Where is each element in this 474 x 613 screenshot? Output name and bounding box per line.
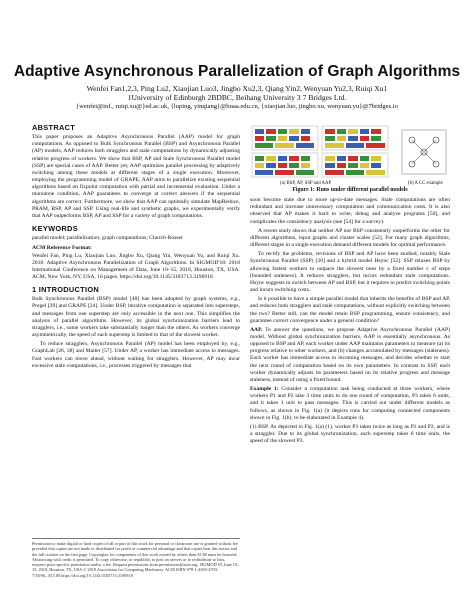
timeline-bar — [371, 156, 381, 161]
timeline-bar — [296, 170, 314, 175]
graph-edge — [412, 152, 424, 164]
timeline-bar — [360, 163, 369, 168]
timeline-bar — [296, 143, 314, 148]
aap-text: To answer the questions, we propose Adaptive Asynchronous Parallel (AAP) model. Without global synchronization barriers, AAP is essentially asynchronous. As opposed to BSP and AP, each worker under AAP maintains parameters to measure (a) its progress relative to other workers, and (b) changes accumulated by messages (staleness). Each worker has immediate access to incoming messages, and decides whether to start the next round of computation based on its own parameters. In contrast to SSP, each worker dynamically adjusts its parameters based on its relative progress and message staleness, instead of using a fixed bound. — [250, 326, 450, 383]
timeline-bar — [360, 156, 369, 161]
timeline-bar — [360, 129, 369, 134]
timeline-bar — [348, 136, 358, 141]
timeline-bar — [278, 156, 287, 161]
timeline-bar — [278, 163, 287, 168]
timeline-bar — [325, 129, 335, 134]
timeline-bar — [337, 156, 346, 161]
graph-edge — [424, 140, 436, 152]
timeline-bar — [371, 136, 381, 141]
keywords-text: parallel model; parallelization; graph computations; Church-Rosser — [32, 235, 183, 242]
author-names: Wenfei Fan1,2,3, Ping Lu2, Xiaojian Luo3, Jingbo Xu2,3, Qiang Yin2, Wenyuan Yu2,3, Ruiqi Xu1 — [86, 84, 388, 93]
timeline-bar — [360, 136, 369, 141]
timeline-bar — [371, 129, 381, 134]
timeline-bar — [346, 170, 364, 175]
timeline-bar — [348, 163, 358, 168]
right-paragraph-1: soon become stale due to more up-to-date messages. Stale computations are often redundant and increase unnecessary computation and communication costs. It is also observed that AP makes it hard to write, debug and analyze programs [50], and complicates the consistency analysis (see [54] for a survey). — [250, 197, 450, 225]
right-paragraph-example — [250, 386, 450, 422]
timeline-bar — [325, 143, 344, 148]
timeline-bar — [255, 163, 264, 168]
timeline-bar — [366, 170, 385, 175]
timeline-bar — [278, 136, 287, 141]
timeline-bar — [366, 143, 385, 148]
timeline-bar — [255, 156, 264, 161]
timeline-bar — [255, 143, 273, 148]
reference-format-text: Wenfei Fan, Ping Lu, Xiaojian Luo, Jingbo Xu, Qiang Yin, Wenyuan Yu, and Ruiqi Xu. 2018. Adaptive Asynchronous Parallelization of Graph Algorithms. In SIGMOD'18: 2018 International Conference on Management of Data, June 10–15, 2018, Houston, TX, USA. ACM, New York, NY, USA, 16 pages. https://doi.org/10.1145/3183713.3196918 — [32, 252, 240, 280]
timeline-bar — [255, 170, 273, 175]
right-paragraph-aap — [250, 327, 450, 384]
right-paragraph-4: Is it possible to have a simple parallel model that inherits the benefits of BSP and AP, and reduces both stragglers and stale computations, without explicitly switching between the two? Better still, can the model retain BSP programming, ensure consistency, and guarantee correct convergence under a general condition? — [250, 296, 450, 324]
timeline-bar — [301, 163, 310, 168]
graph-edge — [412, 140, 424, 152]
timeline-bar — [337, 136, 346, 141]
timeline-bar — [301, 156, 310, 161]
timeline-bar — [325, 163, 335, 168]
figure-1b-graph — [398, 126, 450, 178]
timeline-bar — [371, 163, 381, 168]
timeline-bar — [266, 156, 276, 161]
affiliations: 1University of Edinburgh 2BDBC, Beihang University 3 7 Bridges Ltd. — [127, 93, 347, 103]
reference-format-heading: ACM Reference Format: — [32, 245, 92, 252]
figure-1 — [250, 124, 450, 186]
example-text: Consider a computation task being conducted at three workers, where workers P1 and P2 take 3 time units to do one round of computation, P3 takes 6 units, and it takes 1 unit to pass messages. This is carried out under different models as follows, as shown in Fig. 1(a) (it depicts runs for computing connected components shown in Fig. 1(b), to be elaborated in Example 4). — [250, 386, 450, 421]
example-label: Example 1: — [250, 386, 279, 393]
timeline-bar — [325, 156, 335, 161]
timeline-bar — [289, 156, 299, 161]
left-column — [32, 124, 240, 372]
figure-1a-caption: (a) BSP, AP, SSP and AAP — [280, 181, 332, 186]
aap-label: AAP. — [250, 326, 263, 333]
timeline-bar — [255, 136, 264, 141]
timeline-bar — [325, 136, 335, 141]
timeline-bar — [346, 143, 364, 148]
intro-paragraph-1: Bulk Synchronous Parallel (BSP) model [48] has been adopted by graph systems, e.g., Pregel [39] and GRAPE [24]. Under BSP, iterative computation is separated into supersteps, and messages from one superstep are only accessible in the next one. This simplifies the analysis of parallel algorithms. However, its global synchronization barriers lead to stragglers, i.e., some workers take substantially longer than the others. As workers converge asymmetrically, the speed of each superstep is limited to that of the slowest worker. — [32, 296, 240, 339]
abstract-heading: ABSTRACT — [32, 123, 76, 132]
timeline-bar — [325, 170, 344, 175]
timeline-bar — [289, 163, 299, 168]
timeline-bar — [275, 170, 294, 175]
timeline-bar — [337, 163, 346, 168]
timeline-bar — [337, 129, 346, 134]
timeline-bar — [348, 156, 358, 161]
right-column — [250, 124, 450, 447]
figure-1a-timeline — [250, 124, 390, 180]
timeline-bar — [275, 143, 294, 148]
graph-edge — [424, 152, 436, 164]
timeline-bar — [266, 129, 276, 134]
right-paragraph-3: To rectify the problems, revisions of BSP and AP have been studied, notably Stale Synchronous Parallel (SSP) [30] and a hybrid model Hsync [52]. SSP relaxes BSP by allowing fastest workers to outpace the slowest ones by a fixed number c of steps (bounded staleness). It reduces stragglers, but incurs redundant stale computations. Hsync suggests to switch between AP and BSP, but it requires to predict switching points and incurs switching costs. — [250, 251, 450, 294]
copyright-footnote: Permission to make digital or hard copies of all or part of this work for personal or classroom use is granted without fee provided that copies are not made or distributed for profit or commercial advantage and that copies bear this notice and the full citation on the first page. Copyrights for components of this work owned by others than ACM must be honored. Abstracting with credit is permitted. To copy otherwise, or republish, to post on servers or to redistribute to lists, requires prior specific permission and/or a fee. Request permissions from permissions@acm.org. SIGMOD'18, June 10–15, 2018, Houston, TX, USA © 2018 Association for Computing Machinery. ACM ISBN 978-1-4503-4703-7/18/06...$15.00 https://doi.org/10.1145/3183713.3196918 — [32, 538, 240, 578]
figure-1b-caption: (b) A CC example — [408, 181, 443, 186]
paper-title: Adaptive Asynchronous Parallelization of Graph Algorithms — [13, 63, 461, 80]
timeline-bar — [278, 129, 287, 134]
timeline-bar — [289, 129, 299, 134]
timeline-bar — [348, 129, 358, 134]
introduction-heading: 1 INTRODUCTION — [32, 285, 100, 295]
timeline-bar — [301, 136, 310, 141]
timeline-bar — [255, 129, 264, 134]
timeline-bar — [266, 136, 276, 141]
author-emails: {wenfei@inf., ruiqi.xu@}ed.ac.uk, {luping, yinqiang}@buaa.edu.cn, {xiaojian.luo, jingbo.xu, wenyuan.yu}@7bridges.io — [76, 103, 398, 111]
intro-paragraph-2: To reduce stragglers, Asynchronous Parallel (AP) model has been employed by, e.g., GraphLab [26, 38] and Maiter [57]. Under AP, a worker has immediate access to messages. Fast workers can move ahead, without waiting for stragglers. However, AP may incur excessive stale computations, i.e., processes triggered by messages that — [32, 341, 240, 369]
author-block — [0, 84, 474, 112]
right-paragraph-2: A recent study shows that neither AP nor BSP consistently outperforms the other for different algorithms, input graphs and cluster scales [52]. For many graph algorithms, different stages in a single execution demand different models for optimal performance. — [250, 227, 450, 249]
figure-1-caption: Figure 1: Runs under different parallel models — [292, 187, 408, 193]
right-paragraph-bsp: (1) BSP. As depicted in Fig. 1(a) (1), worker P3 takes twice as long as P1 and P2, and is a straggler. Due to its global synchronization, each superstep takes 6 time units, the speed of the slowest P3. — [250, 423, 450, 445]
keywords-heading: KEYWORDS — [32, 224, 78, 234]
abstract-text: This paper proposes an Adaptive Asynchronous Parallel (AAP) model for graph computations. As opposed to Bulk Synchronous Parallel (BSP) and Asynchronous Parallel (AP) models, AAP reduces both stragglers and stale computations by dynamically adjusting relative progress of workers. We show that BSP, AP and Stale Synchronous Parallel model (SSP) are special cases of AAP. Better yet, AAP optimizes parallel processing by adaptively switching among these models at different stages of a single execution. Moreover, employing the programming model of GRAPE, AAP aims to parallelize existing sequential algorithms based on fixpoint computation with partial and incremental evaluation. Under a monotone condition, AAP guarantees to converge at correct answers if the sequential algorithms are correct. Furthermore, we show that AAP can optimally simulate MapReduce, PRAM, BSP, AP and SSP. Using real-life and synthetic graphs, we experimentally verify that AAP outperforms BSP, AP and SSP for a variety of graph computations. — [32, 134, 240, 219]
timeline-bar — [289, 136, 299, 141]
timeline-bar — [301, 129, 310, 134]
timeline-bar — [266, 163, 276, 168]
